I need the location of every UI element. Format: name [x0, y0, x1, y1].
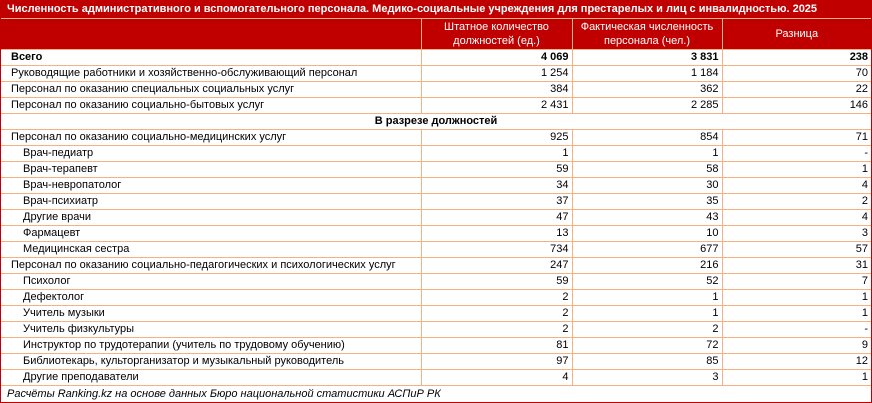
- difference-value: 9: [722, 338, 871, 354]
- planned-value: 37: [421, 194, 572, 210]
- table-row: [1, 338, 871, 354]
- difference-value: 2: [722, 194, 871, 210]
- actual-value: 10: [572, 226, 722, 242]
- section-heading: В разрезе должностей: [1, 114, 871, 130]
- table-row: [1, 274, 871, 290]
- actual-value: 1: [572, 290, 722, 306]
- row-label: Врач-невропатолог: [1, 178, 421, 194]
- row-label: Врач-терапевт: [1, 162, 421, 178]
- actual-value: 677: [572, 242, 722, 258]
- planned-value: 2 431: [421, 98, 572, 114]
- difference-value: 4: [722, 178, 871, 194]
- difference-value: -: [722, 146, 871, 162]
- group-row: [1, 258, 871, 274]
- planned-value: 2: [421, 306, 572, 322]
- row-label: Врач-педиатр: [1, 146, 421, 162]
- difference-value: 71: [722, 130, 871, 146]
- difference-value: 7: [722, 274, 871, 290]
- actual-value: 30: [572, 178, 722, 194]
- difference-value: 12: [722, 354, 871, 370]
- planned-value: 734: [421, 242, 572, 258]
- section-row: [1, 114, 871, 130]
- header-actual-staff: Фактическая численность персонала (чел.): [572, 19, 722, 50]
- planned-value: 2: [421, 322, 572, 338]
- row-label: Психолог: [1, 274, 421, 290]
- group-row: [1, 130, 871, 146]
- header-planned-positions: Штатное количество должностей (ед.): [421, 19, 572, 50]
- row-label: Персонал по оказанию социально-педагогических и психологических услуг: [1, 258, 421, 274]
- row-label: Персонал по оказанию специальных социальных услуг: [1, 82, 421, 98]
- row-label: Фармацевт: [1, 226, 421, 242]
- source-row: [1, 386, 871, 403]
- table-row: [1, 194, 871, 210]
- difference-value: -: [722, 322, 871, 338]
- difference-value: 238: [722, 50, 871, 66]
- staff-table: [1, 1, 871, 402]
- difference-value: 22: [722, 82, 871, 98]
- table-row: [1, 66, 871, 82]
- planned-value: 59: [421, 162, 572, 178]
- actual-value: 362: [572, 82, 722, 98]
- header-label-col: [1, 19, 421, 50]
- planned-value: 81: [421, 338, 572, 354]
- row-label: Персонал по оказанию социально-бытовых услуг: [1, 98, 421, 114]
- planned-value: 59: [421, 274, 572, 290]
- actual-value: 72: [572, 338, 722, 354]
- row-label: Медицинская сестра: [1, 242, 421, 258]
- actual-value: 35: [572, 194, 722, 210]
- table-row: [1, 370, 871, 386]
- table-row: [1, 82, 871, 98]
- actual-value: 58: [572, 162, 722, 178]
- difference-value: 1: [722, 162, 871, 178]
- table-title: Численность административного и вспомогательного персонала. Медико-социальные учреждения для престарелых и лиц с инвалидностью. 2025: [1, 1, 871, 19]
- difference-value: 70: [722, 66, 871, 82]
- table-row: [1, 354, 871, 370]
- table-row: [1, 210, 871, 226]
- difference-value: 146: [722, 98, 871, 114]
- difference-value: 1: [722, 370, 871, 386]
- row-label: Библиотекарь, культорганизатор и музыкальный руководитель: [1, 354, 421, 370]
- actual-value: 2: [572, 322, 722, 338]
- actual-value: 85: [572, 354, 722, 370]
- table-row: [1, 178, 871, 194]
- table-row: [1, 306, 871, 322]
- row-label: Инструктор по трудотерапии (учитель по трудовому обучению): [1, 338, 421, 354]
- row-label: Дефектолог: [1, 290, 421, 306]
- actual-value: 1: [572, 146, 722, 162]
- planned-value: 4 069: [421, 50, 572, 66]
- table-row: [1, 290, 871, 306]
- difference-value: 57: [722, 242, 871, 258]
- table-row: [1, 322, 871, 338]
- planned-value: 34: [421, 178, 572, 194]
- planned-value: 47: [421, 210, 572, 226]
- planned-value: 384: [421, 82, 572, 98]
- planned-value: 97: [421, 354, 572, 370]
- source-note: Расчёты Ranking.kz на основе данных Бюро национальной статистики АСПиР РК: [1, 386, 871, 403]
- actual-value: 2 285: [572, 98, 722, 114]
- actual-value: 3: [572, 370, 722, 386]
- planned-value: 1 254: [421, 66, 572, 82]
- row-label: Другие врачи: [1, 210, 421, 226]
- planned-value: 13: [421, 226, 572, 242]
- table-row: [1, 146, 871, 162]
- planned-value: 1: [421, 146, 572, 162]
- row-label: Руководящие работники и хозяйственно-обслуживающий персонал: [1, 66, 421, 82]
- row-label: Учитель музыки: [1, 306, 421, 322]
- row-label: Персонал по оказанию социально-медицинских услуг: [1, 130, 421, 146]
- actual-value: 52: [572, 274, 722, 290]
- table-row: [1, 98, 871, 114]
- planned-value: 925: [421, 130, 572, 146]
- planned-value: 2: [421, 290, 572, 306]
- planned-value: 247: [421, 258, 572, 274]
- row-label: Учитель физкультуры: [1, 322, 421, 338]
- difference-value: 1: [722, 290, 871, 306]
- total-row: [1, 50, 871, 66]
- table-row: [1, 226, 871, 242]
- planned-value: 4: [421, 370, 572, 386]
- table-row: [1, 162, 871, 178]
- actual-value: 43: [572, 210, 722, 226]
- actual-value: 216: [572, 258, 722, 274]
- difference-value: 3: [722, 226, 871, 242]
- header-difference: Разница: [722, 19, 871, 50]
- table-row: [1, 242, 871, 258]
- row-label: Всего: [1, 50, 421, 66]
- header-row: [1, 19, 871, 50]
- row-label: Врач-психиатр: [1, 194, 421, 210]
- actual-value: 854: [572, 130, 722, 146]
- difference-value: 4: [722, 210, 871, 226]
- row-label: Другие преподаватели: [1, 370, 421, 386]
- difference-value: 1: [722, 306, 871, 322]
- actual-value: 3 831: [572, 50, 722, 66]
- actual-value: 1 184: [572, 66, 722, 82]
- title-row: [1, 1, 871, 19]
- actual-value: 1: [572, 306, 722, 322]
- difference-value: 31: [722, 258, 871, 274]
